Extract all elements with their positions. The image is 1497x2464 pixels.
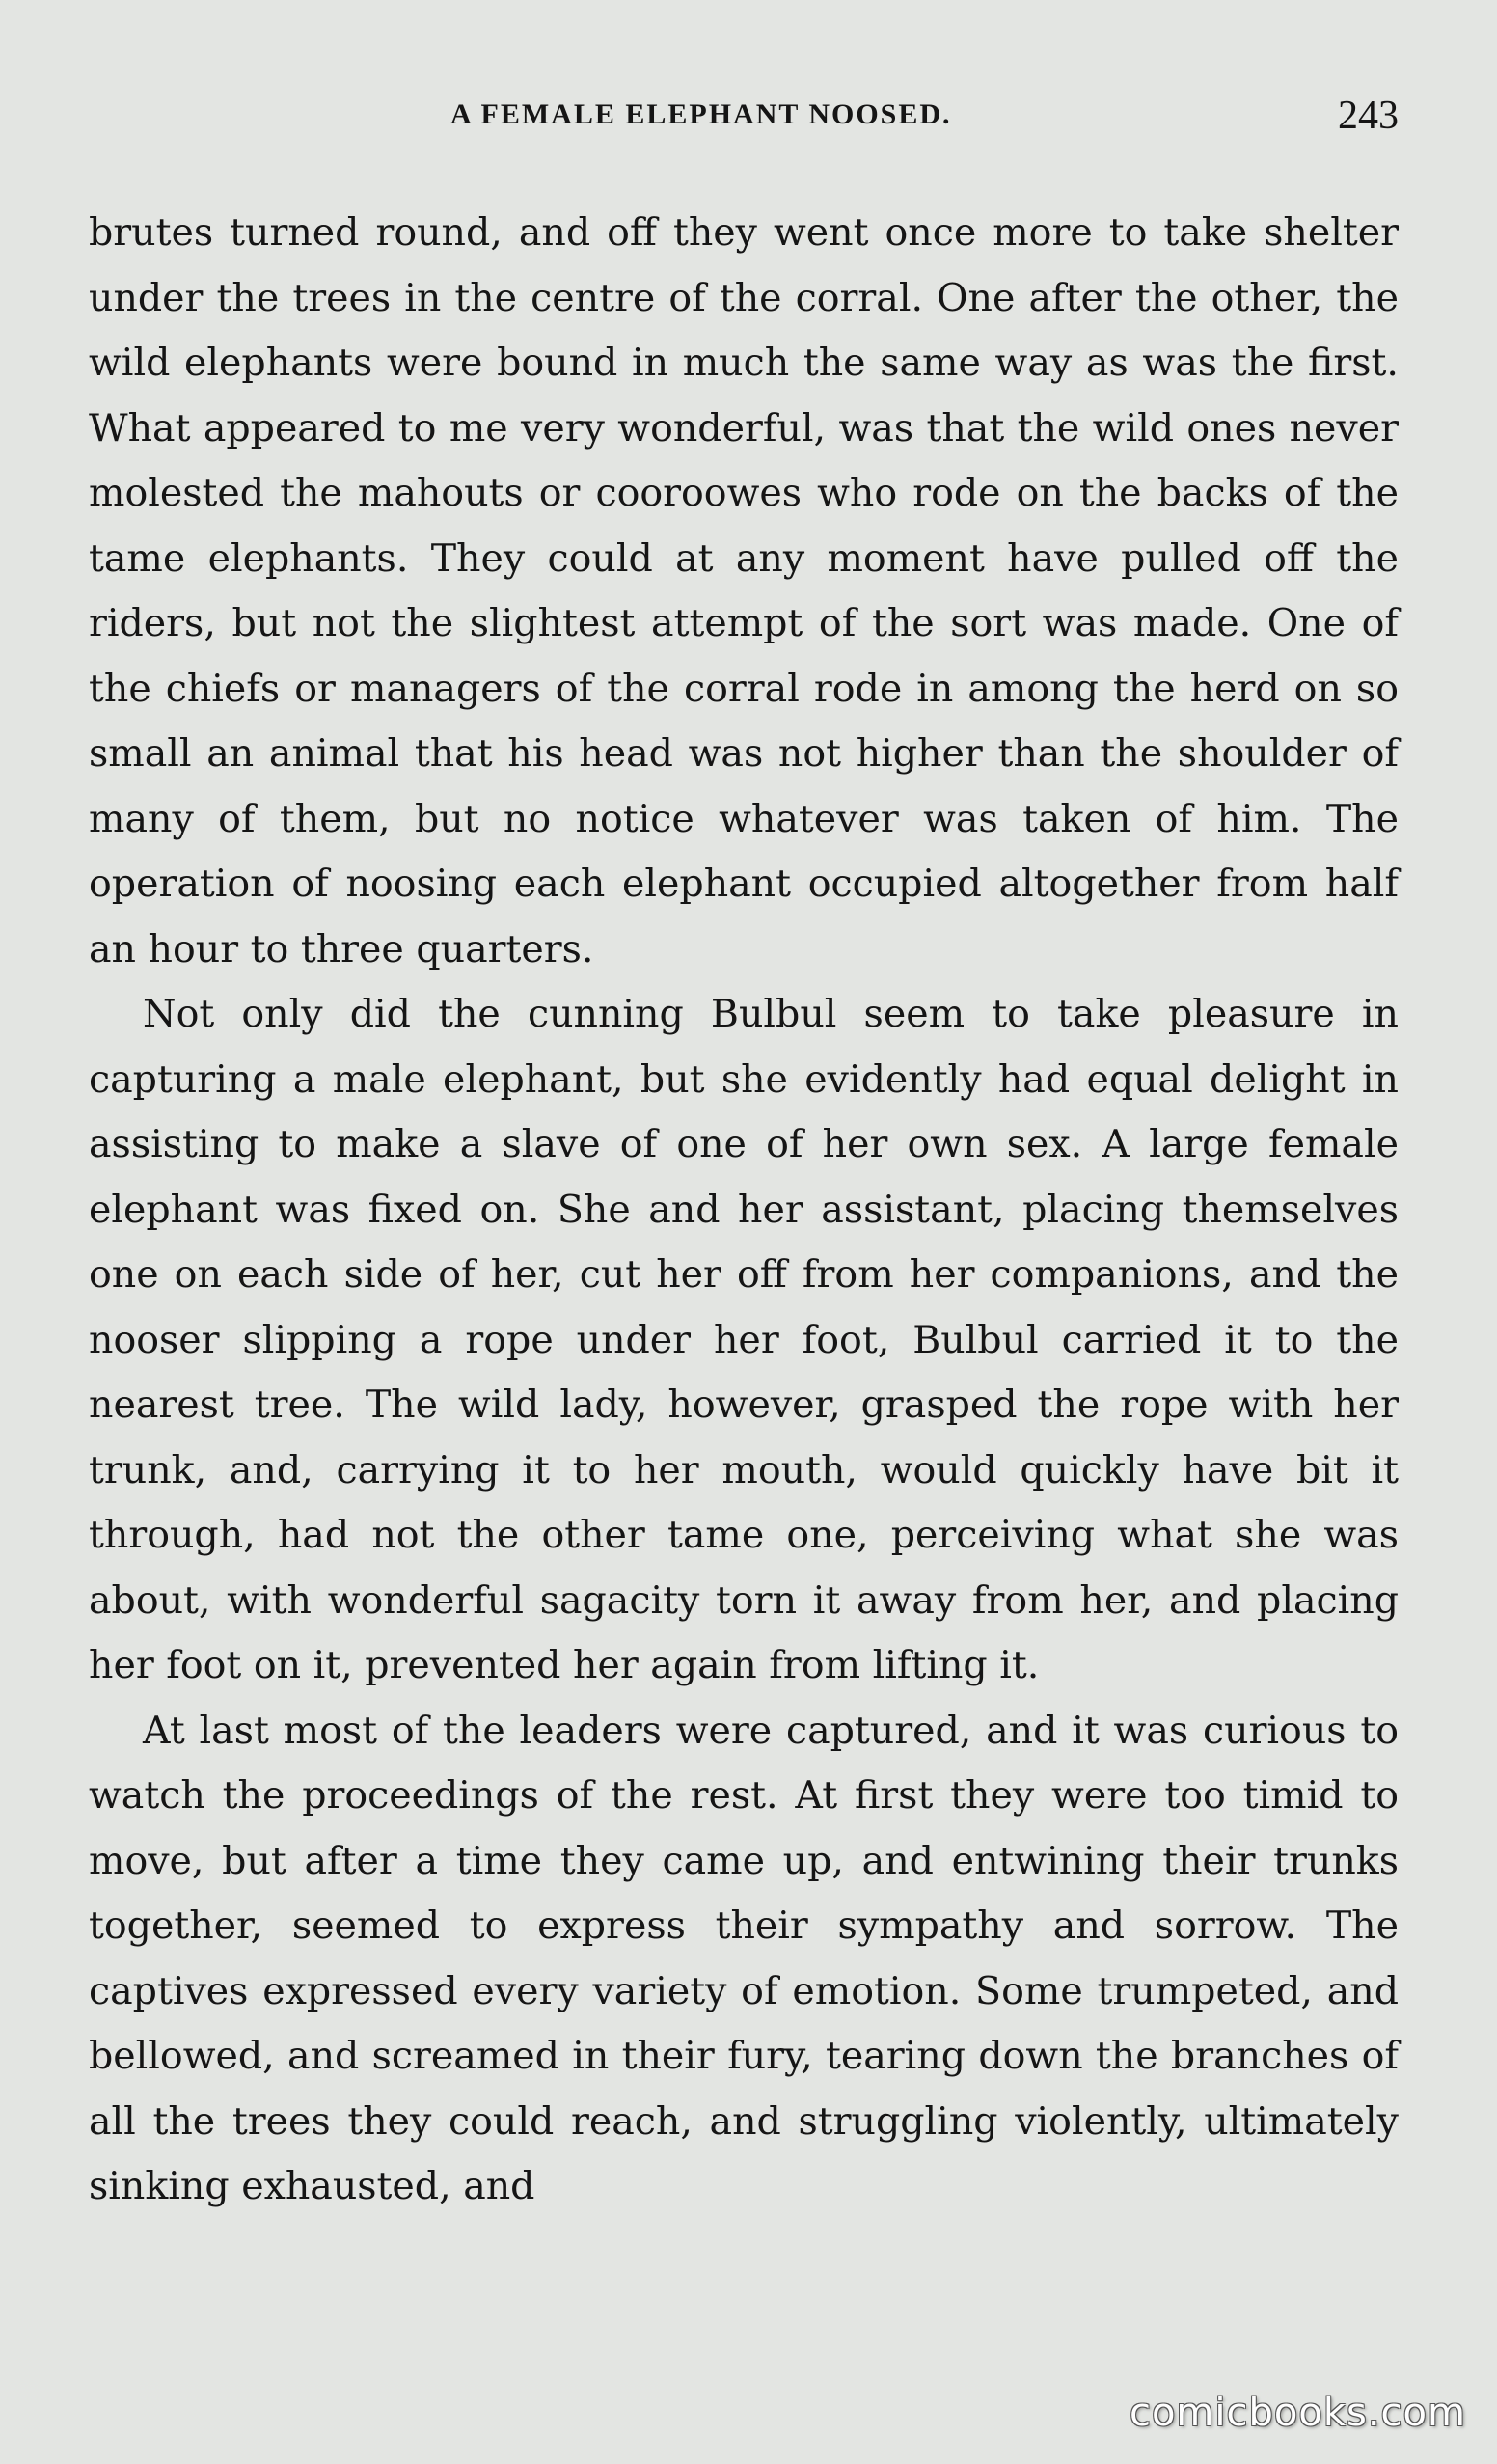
paragraph: brutes turned round, and off they went once more to take shelter under the trees in the centre of the corral. One after the other, the wild elephants were bound in much the same way as was the first. What appeared to me very wonderful, was that the wild ones never molested the mahouts or cooroowes who rode on the backs of the tame elephants. They could at any moment have pulled off the riders, but not the slightest attempt of the sort was made. One of the chiefs or managers of the corral rode in among the herd on so small an animal that his head was not higher than the shoulder of many of them, but no notice whatever was taken of him. The operation of noosing each elephant occupied altogether from half an hour to three quarters. — [89, 210, 1399, 972]
watermark: comicbooks.com — [1129, 2391, 1466, 2435]
page-number: 243 — [1338, 94, 1399, 138]
body-text — [89, 201, 1399, 2220]
page-header — [89, 93, 1399, 151]
paragraph: At last most of the leaders were captured, and it was curious to watch the proceedings of the rest. At first they were too timid to move, but after a time they came up, and entwining their trunks together, seemed to express their sympathy and sorrow. The captives expressed every variety of emotion. Some trumpeted, and bellowed, and screamed in their fury, tearing down the branches of all the trees they could reach, and struggling violently, ultimately sinking exhausted, and — [89, 1708, 1399, 2208]
paragraph: Not only did the cunning Bulbul seem to take pleasure in capturing a male elephant, but she evidently had equal delight in assisting to make a slave of one of her own sex. A large female elephant was fixed on. She and her assistant, placing themselves one on each side of her, cut her off from her companions, and the nooser slipping a rope under her foot, Bulbul carried it to the nearest tree. The wild lady, however, grasped the rope with her trunk, and, carrying it to her mouth, would quickly have bit it through, had not the other tame one, perceiving what she was about, with wonderful sagacity torn it away from her, and placing her foot on it, prevented her again from lifting it. — [89, 992, 1399, 1687]
running-title: A FEMALE ELEPHANT NOOSED. — [450, 98, 952, 130]
book-page — [89, 93, 1399, 2220]
